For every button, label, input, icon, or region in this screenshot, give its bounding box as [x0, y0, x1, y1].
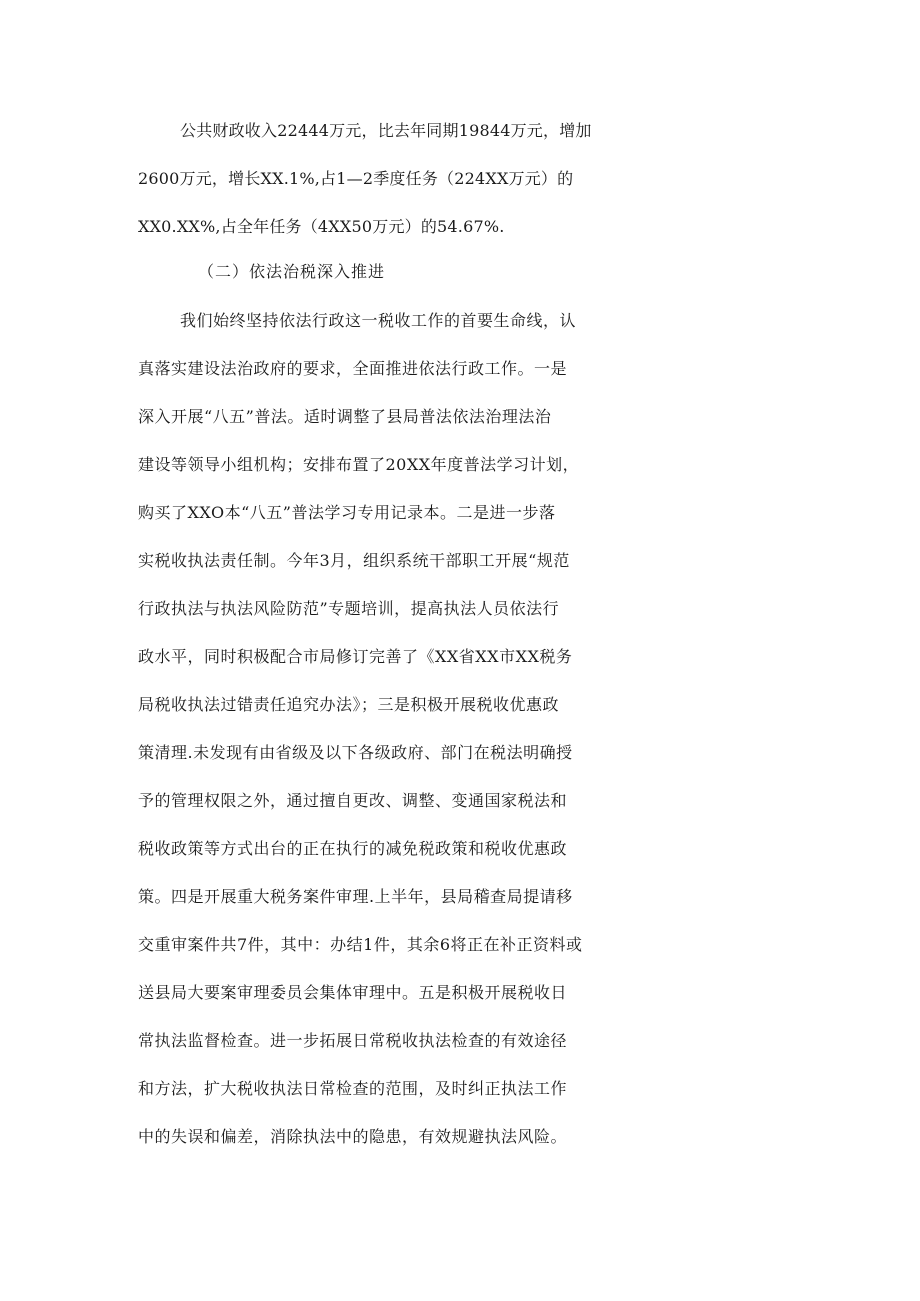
paragraph-line: 税收政策等方式出台的正在执行的减免税政策和税收优惠政	[138, 839, 568, 858]
paragraph-line: 交重审案件共7件，其中：办结1件，其余6将正在补正资料或	[138, 935, 583, 954]
paragraph-line: 政水平，同时积极配合市局修订完善了《XX省XX市XX税务	[138, 647, 573, 666]
paragraph-line: 我们始终坚持依法行政这一税收工作的首要生命线，认	[180, 311, 577, 330]
paragraph-line: 公共财政收入22444万元，比去年同期19844万元，增加	[180, 121, 592, 140]
paragraph-line: 和方法，扩大税收执法日常检查的范围，及时纠正执法工作	[138, 1079, 568, 1098]
paragraph-line: 局税收执法过错责任追究办法》；三是积极开展税收优惠政	[138, 695, 560, 714]
paragraph-line: 深入开展“八五”普法。适时调整了县局普法依法治理法治	[138, 407, 552, 426]
paragraph-line: XX0.XX%,占全年任务（4XX50万元）的54.67%.	[138, 217, 505, 236]
paragraph-line: 策。四是开展重大税务案件审理.上半年，县局稽查局提请移	[138, 887, 573, 906]
paragraph-line: 实税收执法责任制。今年3月，组织系统干部职工开展“规范	[138, 551, 570, 570]
paragraph-line: 2600万元，增长XX.1%,占1—2季度任务（224XX万元）的	[138, 169, 574, 188]
paragraph-line: 常执法监督检查。进一步拓展日常税收执法检查的有效途径	[138, 1031, 568, 1050]
paragraph-line: 购买了XXO本“八五”普法学习专用记录本。二是进一步落	[138, 503, 556, 522]
paragraph-line: 行政执法与执法风险防范”专题培训，提高执法人员依法行	[138, 599, 560, 618]
paragraph-line: 中的失误和偏差，消除执法中的隐患，有效规避执法风险。	[138, 1127, 568, 1146]
paragraph-line: 真落实建设法治政府的要求，全面推进依法行政工作。一是	[138, 359, 568, 378]
paragraph-line: 建设等领导小组机构；安排布置了20XX年度普法学习计划，	[138, 455, 580, 474]
paragraph-line: 送县局大要案审理委员会集体审理中。五是积极开展税收日	[138, 983, 568, 1002]
section-heading: （二）依法治税深入推进	[198, 262, 386, 281]
paragraph-line: 予的管理权限之外，通过擅自更改、调整、变通国家税法和	[138, 791, 568, 810]
paragraph-line: 策清理.未发现有由省级及以下各级政府、部门在税法明确授	[138, 743, 573, 762]
